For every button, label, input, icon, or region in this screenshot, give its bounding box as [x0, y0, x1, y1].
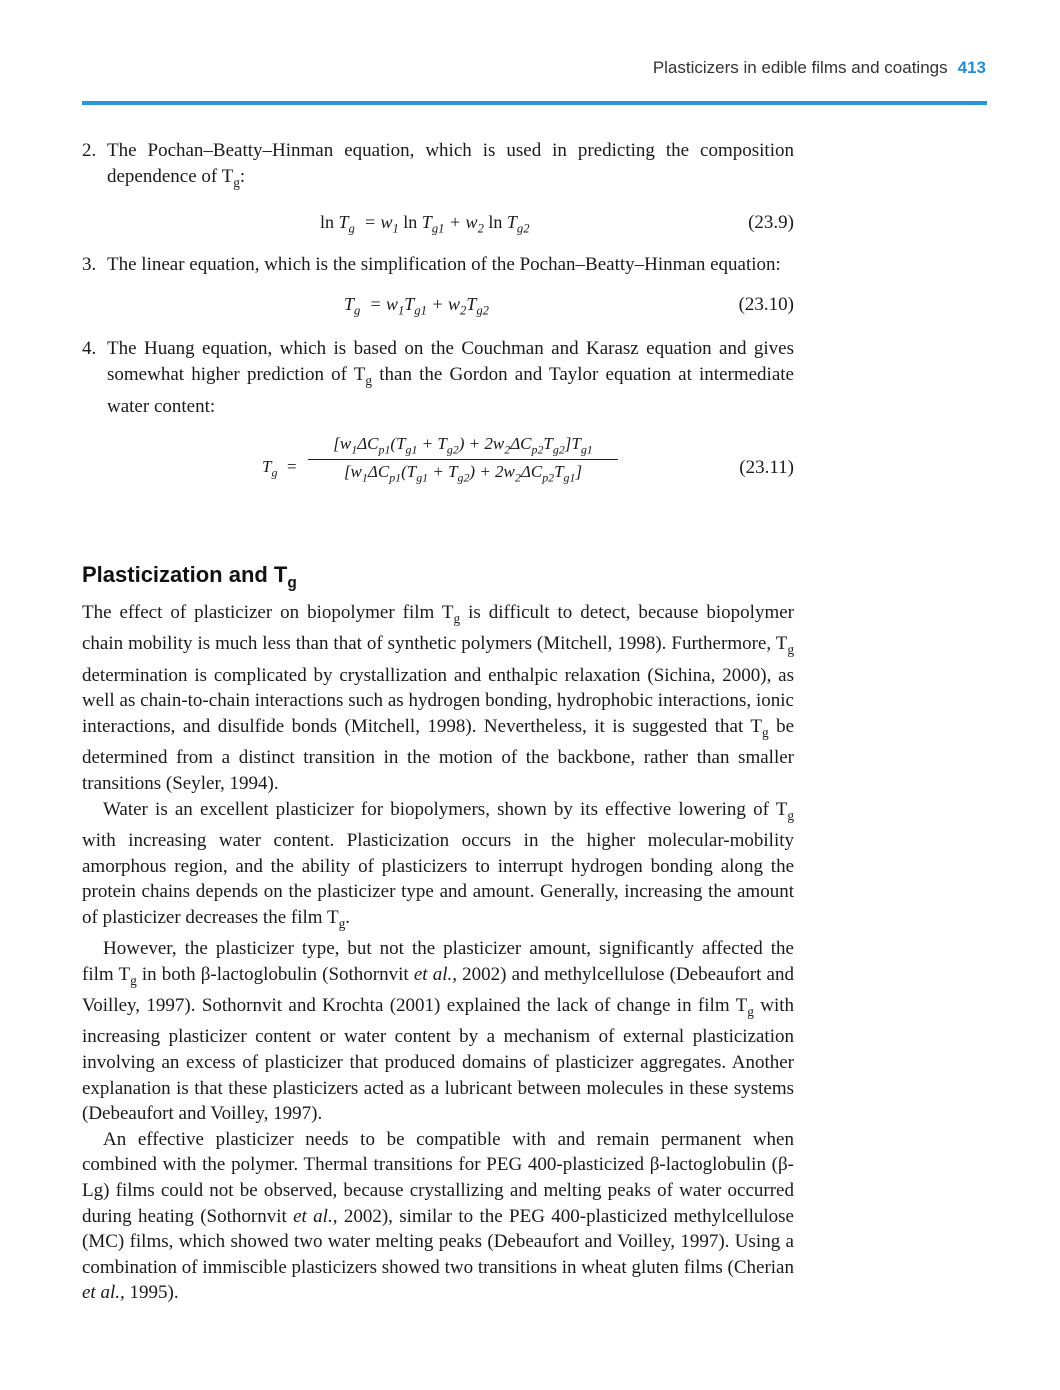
equation-23-10 — [82, 294, 794, 324]
list-number: 4. — [82, 337, 97, 359]
page-content — [82, 138, 794, 1306]
running-title: Plasticizers in edible films and coatings — [652, 58, 948, 77]
running-header — [0, 58, 986, 78]
equation-number: (23.9) — [748, 211, 794, 233]
list-number: 2. — [82, 140, 97, 161]
paragraph-3: However, the plasticizer type, but not the plasticizer amount, significantly affected the film $T_g$ in both β-lactoglobulin (Sothornvit et al., 2002) and methylcellulose (Debeaufort and Voilley, 1997). Sothornvit and Krochta (2001) explained the lack of change in film $T_g$ with increasing plasticizer content or water content by a mechanism of external plasticization involving an excess of plasticizer that produced domains of plasticizer aggregates. Another explanation is that these plasticizers acted as a lubricant between molecules in these systems (Debeaufort and Voilley, 1997). — [82, 938, 795, 1125]
equation-23-11 — [82, 434, 794, 514]
paragraph-2: Water is an excellent plasticizer for biopolymers, shown by its effective lowering of $T_g$ with increasing water content. Plasticization occurs in the higher molecular-mobility amorphous region, and the ability of plasticizers to interrupt hydrogen bonding along the protein chains depends on the plasticizer type and amount. Generally, increasing the amount of plasticizer decreases the film $T_g$. — [82, 798, 794, 931]
section-heading: Plasticization and $T_g$ — [82, 561, 297, 591]
paragraph-4: An effective plasticizer needs to be compatible with and remain permanent when combined with the polymer. Thermal transitions for PEG 400-plasticized β-lactoglobulin (β-Lg) films could not be observed, because crystallizing and melting peaks of water occurred during heating (Sothornvit et al., 2002), similar to the PEG 400-plasticized methylcellulose (MC) films, which showed two water melting peaks (Debeaufort and Voilley, 1997). Using a combination of immiscible plasticizers showed two transitions in wheat gluten films (Cherian et al., 1995). — [82, 1128, 794, 1304]
equation-number: (23.11) — [739, 456, 794, 478]
equation-body: $T_g = w_1T_{g1} + w_2T_{g2}$ — [344, 293, 489, 318]
fraction-numerator: $[w_1\Delta C_{p1}(T_{g1} + T_{g2}) + 2w_2\Delta C_{p2}T_{g2}]T_{g1}$ — [308, 434, 618, 460]
equation-lhs: $T_g$ = — [262, 456, 298, 479]
list-item-2: 2. The Pochan–Beatty–Hinman equation, which is used in predicting the composition dependence of $T_g$: — [82, 140, 794, 190]
fraction-denominator: $[w_1\Delta C_{p1}(T_{g1} + T_{g2}) + 2w_2\Delta C_{p2}T_{g1}]$ — [343, 461, 583, 485]
equation-23-9 — [82, 212, 794, 242]
page-number: 413 — [957, 58, 986, 77]
header-rule — [82, 101, 987, 105]
list-item-3: 3. The linear equation, which is the simplification of the Pochan–Beatty–Hinman equation: — [82, 252, 794, 278]
equation-body: $\ln T_g = w_1$ $\ln T_{g1} + w_2$ $\ln T_{g2}$ — [320, 211, 530, 236]
equation-number: (23.10) — [738, 293, 794, 315]
list-item-4: 4. The Huang equation, which is based on the Couchman and Karasz equation and gives somewhat higher prediction of $T_g$ than the Gordon and Taylor equation at intermediate water content: — [82, 337, 794, 417]
list-number: 3. — [82, 253, 97, 275]
equation-fraction — [308, 434, 618, 486]
paragraph-1: The effect of plasticizer on biopolymer film $T_g$ is difficult to detect, because biopolymer chain mobility is much less than that of synthetic polymers (Mitchell, 1998). Furthermore, $T_g$ determination is complicated by crystallization and enthalpic relaxation (Sichina, 2000), as well as chain-to-chain interactions such as hydrogen bonding, hydrophobic interactions, ionic interactions, and disulfide bonds (Mitchell, 1998). Nevertheless, it is suggested that $T_g$ be determined from a distinct transition in the motion of the backbone, rather than smaller transitions (Seyler, 1994). — [82, 601, 795, 794]
